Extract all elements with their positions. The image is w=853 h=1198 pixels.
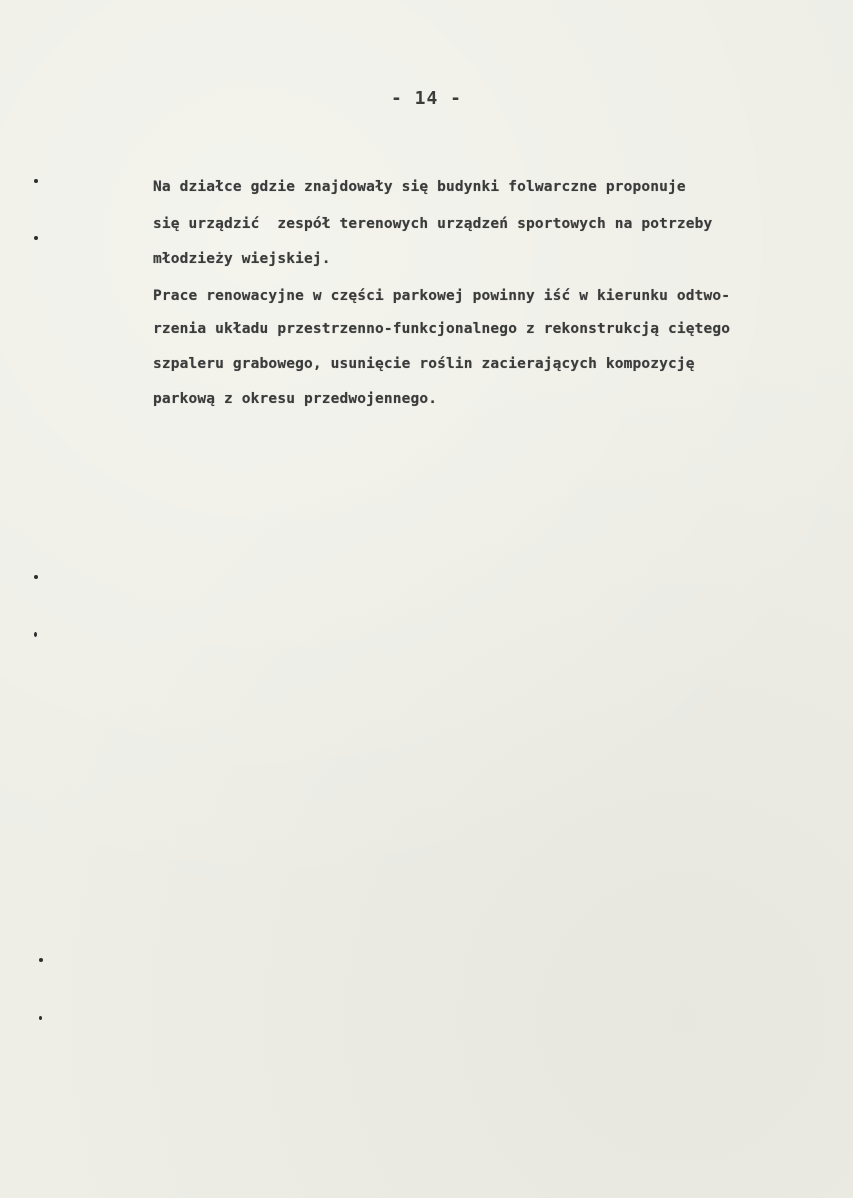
binder-hole-mark — [39, 1016, 42, 1020]
text-line: młodzieży wiejskiej. — [153, 251, 331, 267]
binder-hole-mark — [34, 179, 38, 183]
text-line: Prace renowacyjne w części parkowej powinny iść w kierunku odtwo- — [153, 288, 731, 304]
text-line: rzenia układu przestrzenno-funkcjonalnego z rekonstrukcją ciętego — [153, 321, 731, 337]
binder-hole-mark — [39, 958, 43, 962]
text-line: Na działce gdzie znajdowały się budynki folwarczne proponuje — [153, 179, 686, 195]
document-body — [153, 172, 843, 417]
binder-hole-mark — [34, 575, 38, 579]
text-line: szpaleru grabowego, usunięcie roślin zacierających kompozycję — [153, 356, 695, 372]
text-line: się urządzić zespół terenowych urządzeń sportowych na potrzeby — [153, 216, 713, 232]
text-line: parkową z okresu przedwojennego. — [153, 391, 438, 407]
binder-hole-mark — [34, 236, 38, 240]
binder-hole-mark — [34, 632, 37, 637]
page-number: - 14 - — [390, 88, 463, 109]
